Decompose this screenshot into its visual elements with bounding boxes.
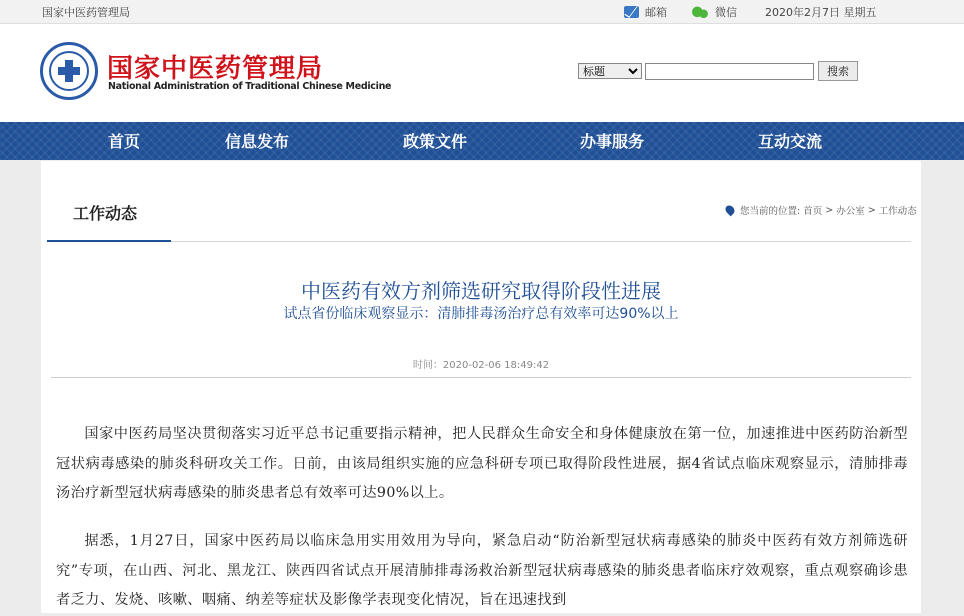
- breadcrumb-home[interactable]: 首页: [803, 206, 823, 217]
- search-bar: [578, 61, 858, 81]
- breadcrumb-prefix: 您当前的位置:: [740, 206, 801, 217]
- wechat-icon[interactable]: [691, 6, 709, 19]
- article-paragraph: 据悉，1月27日，国家中医药局以临床急用实用效用为导向，紧急启动“防治新型冠状病毒感染的肺炎中医药有效方剂筛选研究”专项，在山西、河北、黑龙江、陕西四省试点开展清肺排毒汤救治新型冠状病毒感染的肺炎患者临床疗效观察，重点观察确诊患者乏力、发烧、咳嗽、咽痛、纳差等症状及影像学表现变化情况，旨在迅速找到: [56, 533, 908, 608]
- article-title: 中医药有效方剂筛选研究取得阶段性进展: [301, 279, 661, 303]
- site-name: 国家中医药管理局: [42, 6, 130, 19]
- breadcrumb-sep: >: [825, 204, 834, 216]
- search-scope-select[interactable]: [578, 63, 642, 79]
- nav-item-home[interactable]: 首页: [108, 132, 141, 151]
- search-input[interactable]: [645, 63, 814, 80]
- logo-title-cn[interactable]: 国家中医药管理局: [107, 54, 324, 84]
- breadcrumb-office[interactable]: 办公室: [836, 206, 865, 217]
- article-paragraph: 国家中医药局坚决贯彻落实习近平总书记重要指示精神，把人民群众生命安全和身体健康放在第一位，加速推进中医药防治新型冠状病毒感染的肺炎科研攻关工作。日前，由该局组织实施的应急科研专项已取得阶段性进展，据4省试点临床观察显示，清肺排毒汤治疗新型冠状病毒感染的肺炎患者总有效率可达90%以上。: [56, 426, 908, 501]
- section-divider: [47, 241, 911, 242]
- wechat-link[interactable]: 微信: [715, 6, 737, 19]
- section-title-underline: [47, 240, 171, 242]
- mail-link[interactable]: 邮箱: [645, 6, 667, 19]
- main-nav: [0, 122, 964, 160]
- nav-item-policy[interactable]: 政策文件: [403, 132, 468, 151]
- location-pin-icon: [724, 204, 737, 217]
- article-divider: [51, 377, 911, 378]
- breadcrumb-current[interactable]: 工作动态: [878, 206, 917, 217]
- article-time: 时间：2020-02-06 18:49:42: [412, 360, 550, 371]
- current-date: 2020年2月7日 星期五: [765, 6, 877, 19]
- nav-item-info[interactable]: 信息发布: [225, 132, 290, 151]
- top-links: [624, 2, 877, 22]
- search-button[interactable]: 搜索: [818, 61, 858, 81]
- nav-item-services[interactable]: 办事服务: [580, 132, 645, 151]
- mail-icon[interactable]: [624, 6, 639, 18]
- site-header: [0, 24, 964, 122]
- content-panel: [41, 161, 921, 613]
- logo-emblem-icon[interactable]: [40, 42, 98, 100]
- top-utility-bar: [0, 0, 964, 24]
- breadcrumb-sep: >: [867, 204, 876, 216]
- section-title: 工作动态: [73, 204, 138, 223]
- logo-title-en[interactable]: National Administration of Traditional Chinese Medicine: [108, 81, 392, 92]
- nav-item-interaction[interactable]: 互动交流: [758, 132, 823, 151]
- article-subtitle: 试点省份临床观察显示：清肺排毒汤治疗总有效率可达90%以上: [283, 306, 679, 322]
- breadcrumb: [726, 203, 917, 217]
